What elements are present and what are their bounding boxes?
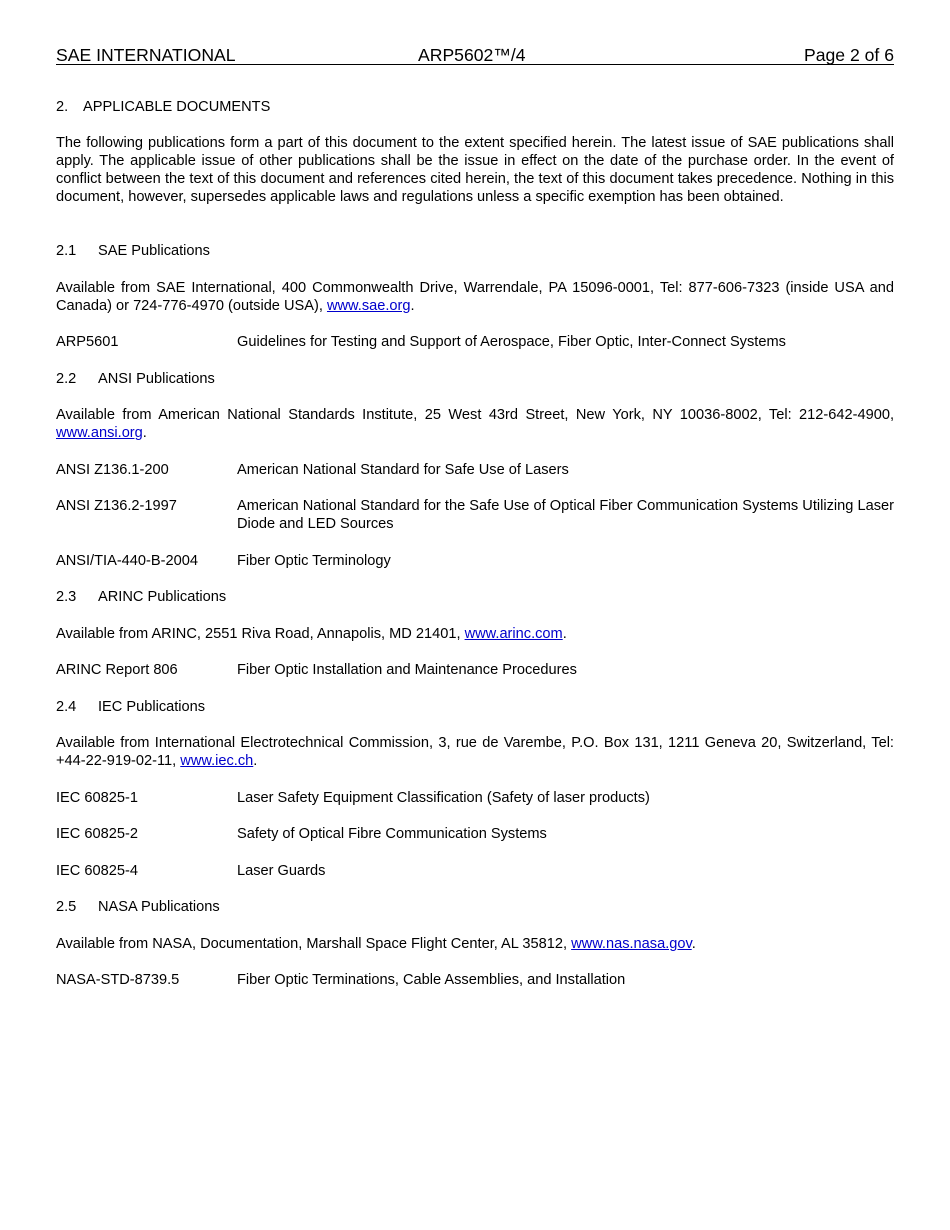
reference-title: American National Standard for the Safe Use of Optical Fiber Communication Systems Utilizing Laser Diode and LED Sources	[237, 498, 894, 532]
reference-title: Fiber Optic Terminology	[237, 553, 391, 569]
reference-title: Laser Safety Equipment Classification (Safety of laser products)	[237, 790, 650, 806]
reference-title: American National Standard for Safe Use of Lasers	[237, 462, 569, 478]
section-title: ARINC Publications	[98, 589, 227, 605]
section-2-intro: The following publications form a part of this document to the extent specified herein. The latest issue of SAE publications shall apply. The applicable issue of other publications shall be the issue in effect on the date of the purchase order. In the event of conflict between the text of this document and references cited herein, the text of this document takes precedence. Nothing in this document, however, supersedes applicable laws and regulations unless a specific exemption has been obtained.	[56, 135, 894, 205]
section-title: APPLICABLE DOCUMENTS	[83, 99, 271, 115]
reference-code: IEC 60825-2	[56, 826, 138, 842]
section-title: IEC Publications	[98, 699, 206, 715]
reference-title: Fiber Optic Installation and Maintenance Procedures	[237, 662, 577, 678]
reference-title: Guidelines for Testing and Support of Aerospace, Fiber Optic, Inter-Connect Systems	[237, 334, 786, 350]
section-2-1-heading	[56, 242, 210, 260]
header-document-id: ARP5602™/4	[418, 45, 526, 65]
page-header	[56, 44, 894, 65]
reference-code: ARINC Report 806	[56, 662, 178, 678]
reference-code: ANSI Z136.2-1997	[56, 498, 177, 514]
sae-availability: Available from SAE International, 400 Commonwealth Drive, Warrendale, PA 15096-0001, Tel: 877-606-7323 (inside USA and Canada) or 724-776-4970 (outside USA), www.sae.org.	[56, 280, 894, 314]
section-number: 2.5	[56, 899, 77, 915]
header-page-number: Page 2 of 6	[804, 45, 894, 65]
reference-title: Laser Guards	[237, 863, 326, 879]
reference-code: ANSI Z136.1-200	[56, 462, 169, 478]
section-2-2-heading	[56, 370, 215, 388]
ansi-website-link[interactable]: www.ansi.org	[56, 425, 143, 441]
iec-availability: Available from International Electrotechnical Commission, 3, rue de Varembe, P.O. Box 131, 1211 Geneva 20, Switzerland, Tel: +44-22-919-02-11, www.iec.ch.	[56, 735, 894, 769]
reference-code: NASA-STD-8739.5	[56, 972, 180, 988]
section-number: 2.2	[56, 371, 77, 387]
section-2-5-heading	[56, 898, 220, 916]
nasa-website-link[interactable]: www.nas.nasa.gov	[571, 936, 692, 952]
sae-website-link[interactable]: www.sae.org	[326, 298, 411, 314]
reference-title: Fiber Optic Terminations, Cable Assemblies, and Installation	[237, 972, 626, 988]
iec-website-link[interactable]: www.iec.ch	[180, 753, 254, 769]
reference-code: IEC 60825-1	[56, 790, 138, 806]
arinc-availability: Available from ARINC, 2551 Riva Road, Annapolis, MD 21401, www.arinc.com.	[56, 626, 567, 642]
reference-code: ANSI/TIA-440-B-2004	[56, 553, 198, 569]
section-2-3-heading	[56, 588, 226, 606]
section-number: 2.3	[56, 589, 77, 605]
section-title: ANSI Publications	[98, 371, 215, 387]
section-2-heading	[56, 98, 270, 116]
section-number: 2.1	[56, 243, 77, 259]
nasa-availability: Available from NASA, Documentation, Marshall Space Flight Center, AL 35812, www.nas.nasa.gov.	[56, 936, 696, 952]
reference-code: ARP5601	[56, 334, 119, 350]
ansi-availability: Available from American National Standards Institute, 25 West 43rd Street, New York, NY 10036-8002, Tel: 212-642-4900, www.ansi.org.	[56, 407, 894, 441]
reference-code: IEC 60825-4	[56, 863, 138, 879]
reference-title: Safety of Optical Fibre Communication Systems	[237, 826, 547, 842]
arinc-website-link[interactable]: www.arinc.com	[464, 626, 563, 642]
section-number: 2.	[56, 99, 69, 115]
section-number: 2.4	[56, 699, 77, 715]
section-title: NASA Publications	[98, 899, 220, 915]
section-title: SAE Publications	[98, 243, 210, 259]
section-2-4-heading	[56, 698, 205, 716]
header-organization: SAE INTERNATIONAL	[56, 45, 236, 65]
